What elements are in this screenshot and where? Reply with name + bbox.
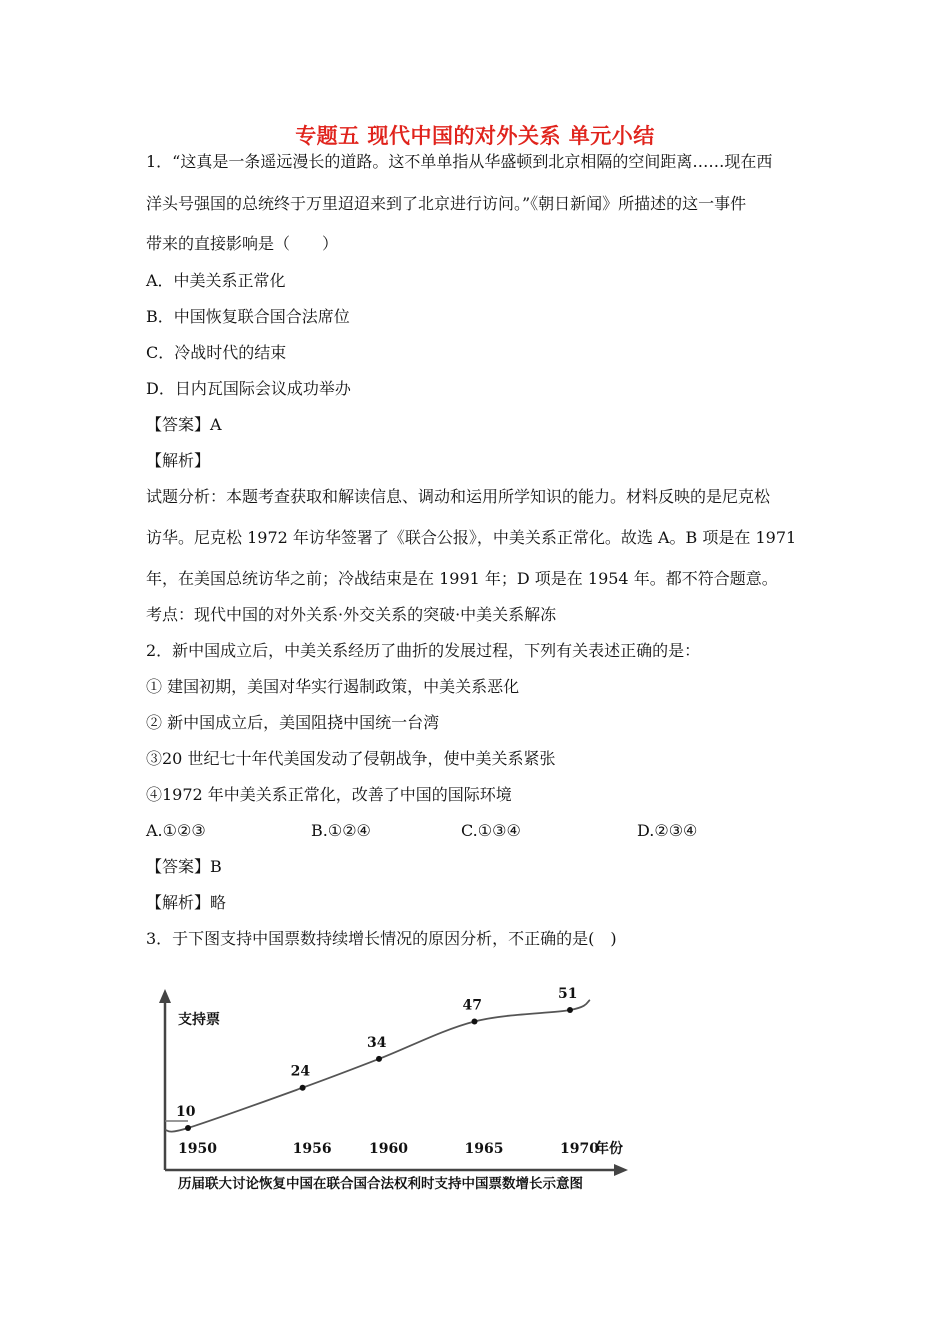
q2-statement-3: ③20 世纪七十年代美国发动了侵朝战争，使中美关系紧张 [146, 749, 556, 768]
data-label-1956: 24 [290, 1063, 311, 1080]
q1-answer: 【答案】A [146, 415, 222, 434]
data-point-1970 [567, 1007, 573, 1013]
x-tick-label-1965: 1965 [464, 1141, 504, 1157]
q1-stem-line-2: 洋头号强国的总统终于万里迢迢来到了北京进行访问。”《朝日新闻》所描述的这一事件 [146, 194, 747, 213]
q1-stem-line-3: 带来的直接影响是（ ） [146, 234, 339, 253]
data-label-1960: 34 [367, 1034, 387, 1051]
q2-answer: 【答案】B [146, 857, 222, 876]
x-tick-label-1956: 1956 [292, 1141, 332, 1157]
data-point-1956 [300, 1085, 306, 1091]
data-label-1965: 47 [462, 997, 482, 1014]
q1-stem-line-1: 1．“这真是一条遥远漫长的道路。这不单单指从华盛顿到北京相隔的空间距离……现在西 [146, 152, 773, 171]
q2-option-a: A.①②③ [146, 821, 206, 840]
data-label-1950: 10 [176, 1104, 196, 1120]
page-title: 专题五 现代中国的对外关系 单元小结 [295, 124, 655, 148]
y-axis-arrow [159, 989, 171, 1003]
q1-option-c: C．冷战时代的结束 [146, 343, 287, 362]
x-axis-label: 年份 [595, 1141, 623, 1157]
q1-knowledge-point: 考点：现代中国的对外关系·外交关系的突破·中美关系解冻 [146, 605, 557, 624]
q2-option-d: D.②③④ [637, 821, 698, 840]
x-tick-label-1960: 1960 [369, 1141, 408, 1157]
series-line [165, 997, 590, 1132]
data-point-1950 [185, 1125, 191, 1131]
q2-statement-4: ④1972 年中美关系正常化，改善了中国的国际环境 [146, 785, 512, 804]
q2-statement-2: ② 新中国成立后，美国阻挠中国统一台湾 [146, 713, 440, 732]
data-label-1970: 51 [558, 986, 578, 1002]
q1-option-d: D．日内瓦国际会议成功举办 [146, 379, 351, 398]
chart-caption: 历届联大讨论恢复中国在联合国合法权利时支持中国票数增长示意图 [178, 1176, 583, 1192]
q3-stem: 3．于下图支持中国票数持续增长情况的原因分析，不正确的是( ) [146, 929, 617, 948]
q1-analysis-line-1: 试题分析：本题考查获取和解读信息、调动和运用所学知识的能力。材料反映的是尼克松 [146, 487, 771, 506]
q1-analysis-line-2: 访华。尼克松 1972 年访华签署了《联合公报》，中美关系正常化。故选 A。B 项是在 1971 [146, 528, 797, 547]
data-point-1965 [472, 1019, 478, 1025]
vote-growth-chart [150, 975, 640, 1195]
x-tick-label-1970: 1970 [560, 1141, 599, 1157]
q1-analysis-line-3: 年，在美国总统访华之前；冷战结束是在 1991 年；D 项是在 1954 年。都不符合题意。 [146, 569, 778, 588]
q1-option-b: B．中国恢复联合国合法席位 [146, 307, 350, 326]
q2-analysis: 【解析】略 [146, 893, 227, 912]
q2-statement-1: ① 建国初期，美国对华实行遏制政策，中美关系恶化 [146, 677, 520, 696]
q1-analysis-label: 【解析】 [146, 451, 211, 470]
x-axis-arrow [614, 1164, 628, 1176]
q2-stem: 2．新中国成立后，中美关系经历了曲折的发展过程，下列有关表述正确的是： [146, 641, 701, 660]
q2-option-c: C.①③④ [461, 821, 521, 840]
y-axis-label: 支持票 [178, 1012, 220, 1028]
q1-option-a: A．中美关系正常化 [146, 271, 286, 290]
data-point-1960 [376, 1056, 382, 1062]
q2-option-b: B.①②④ [311, 821, 371, 840]
x-tick-label-1950: 1950 [178, 1141, 217, 1157]
chart-marks [176, 986, 599, 1157]
